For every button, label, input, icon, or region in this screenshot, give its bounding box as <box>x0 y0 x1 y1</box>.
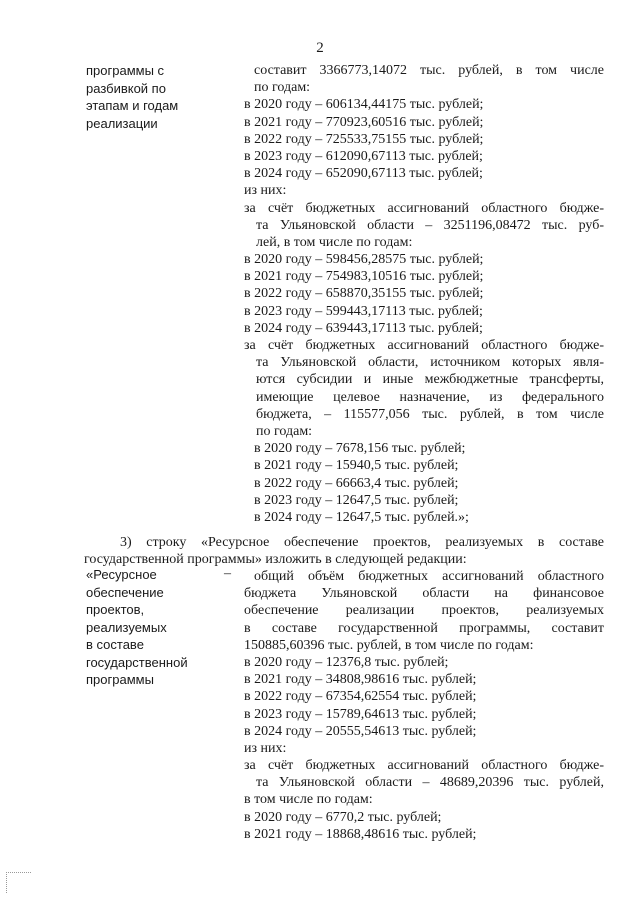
text-line: за счёт бюджетных ассигнований областного бюдже- <box>244 338 604 353</box>
text-line: ются субсидии и иные межбюджетные трансферты, <box>256 372 604 388</box>
paragraph-3 <box>84 534 604 568</box>
text-line: по годам: <box>254 80 311 96</box>
block1-label <box>86 62 178 132</box>
text-line: в 2020 году – 7678,156 тыс. рублей; <box>254 441 466 457</box>
label-line: реализуемых <box>86 619 167 635</box>
text-line: та Ульяновской области – 3251196,08472 тыс. руб- <box>256 217 604 233</box>
page-number: 2 <box>316 40 324 56</box>
text-line: из них: <box>244 183 287 199</box>
text-line: в 2024 году – 20555,54613 тыс. рублей; <box>244 723 477 739</box>
text-line: в 2024 году – 12647,5 тыс. рублей.»; <box>254 509 469 525</box>
text-line: в 2021 году – 754983,10516 тыс. рублей; <box>244 269 484 285</box>
label-line: этапам и годам <box>86 98 179 113</box>
text-line: в 2022 году – 658870,35155 тыс. рублей; <box>244 286 484 302</box>
text-line: государственной программы» изложить в следующей редакции: <box>84 552 467 568</box>
text-line: в 2020 году – 606134,44175 тыс. рублей; <box>244 97 484 113</box>
label-line: в составе <box>86 637 144 652</box>
block1-text <box>244 62 604 526</box>
label-line: разбивкой по <box>86 80 166 96</box>
text-line: в 2023 году – 599443,17113 тыс. рублей; <box>244 303 483 319</box>
text-line: 150885,60396 тыс. рублей, в том числе по годам: <box>244 637 534 653</box>
text-line: 3) строку «Ресурсное обеспечение проектов, реализуемых в составе <box>120 535 604 550</box>
label-line: государственной <box>86 654 188 670</box>
text-line: в 2023 году – 12647,5 тыс. рублей; <box>254 492 459 508</box>
text-line: лей, в том числе по годам: <box>256 234 413 250</box>
text-line: по годам: <box>256 423 313 439</box>
text-line: за счёт бюджетных ассигнований областного бюдже- <box>244 200 604 216</box>
text-line: в 2022 году – 67354,62554 тыс. рублей; <box>244 689 477 705</box>
label-line: «Ресурсное <box>86 567 157 582</box>
label-dash: – <box>224 566 231 581</box>
text-line: за счёт бюджетных ассигнований областного бюдже- <box>244 758 604 774</box>
text-line: в составе государственной программы, составит <box>244 620 604 636</box>
text-line: та Ульяновской области, источником которых явля- <box>256 355 604 371</box>
text-line: бюджета Ульяновской области на финансовое <box>244 586 604 602</box>
label-line: программы <box>86 672 154 687</box>
text-line: в 2022 году – 725533,75155 тыс. рублей; <box>244 131 484 147</box>
text-line: в 2024 году – 652090,67113 тыс. рублей; <box>244 166 483 182</box>
text-line: в 2021 году – 15940,5 тыс. рублей; <box>254 458 459 474</box>
text-line: бюджета, – 115577,056 тыс. рублей, в том числе <box>256 406 604 422</box>
text-line: в 2020 году – 598456,28575 тыс. рублей; <box>244 252 484 268</box>
text-line: в 2024 году – 639443,17113 тыс. рублей; <box>244 320 483 336</box>
block2-label <box>86 566 188 689</box>
text-line: в 2023 году – 612090,67113 тыс. рублей; <box>244 148 483 164</box>
text-line: в 2021 году – 34808,98616 тыс. рублей; <box>244 672 477 688</box>
text-line: в 2023 году – 15789,64613 тыс. рублей; <box>244 706 477 722</box>
label-line: реализации <box>86 115 158 131</box>
text-line: в 2020 году – 12376,8 тыс. рублей; <box>244 654 449 670</box>
label-line: проектов, <box>86 602 145 617</box>
block2-text <box>244 568 604 843</box>
text-line: та Ульяновской области – 48689,20396 тыс. рублей, <box>256 775 604 791</box>
scan-edge-mark <box>6 872 31 893</box>
text-line: общий объём бюджетных ассигнований областного <box>254 569 604 584</box>
text-line: в 2021 году – 18868,48616 тыс. рублей; <box>244 826 477 842</box>
text-line: имеющие целевое назначение, из федерального <box>256 389 604 405</box>
text-line: в том числе по годам: <box>244 792 373 808</box>
label-line: программы с <box>86 63 165 78</box>
text-line: в 2020 году – 6770,2 тыс. рублей; <box>244 809 442 825</box>
text-line: обеспечение реализации проектов, реализуемых <box>244 603 604 619</box>
text-line: составит 3366773,14072 тыс. рублей, в том числе <box>254 63 604 78</box>
text-line: из них: <box>244 740 287 756</box>
text-line: в 2021 году – 770923,60516 тыс. рублей; <box>244 114 484 130</box>
text-line: в 2022 году – 66663,4 тыс. рублей; <box>254 475 459 491</box>
label-line: обеспечение <box>86 584 164 600</box>
